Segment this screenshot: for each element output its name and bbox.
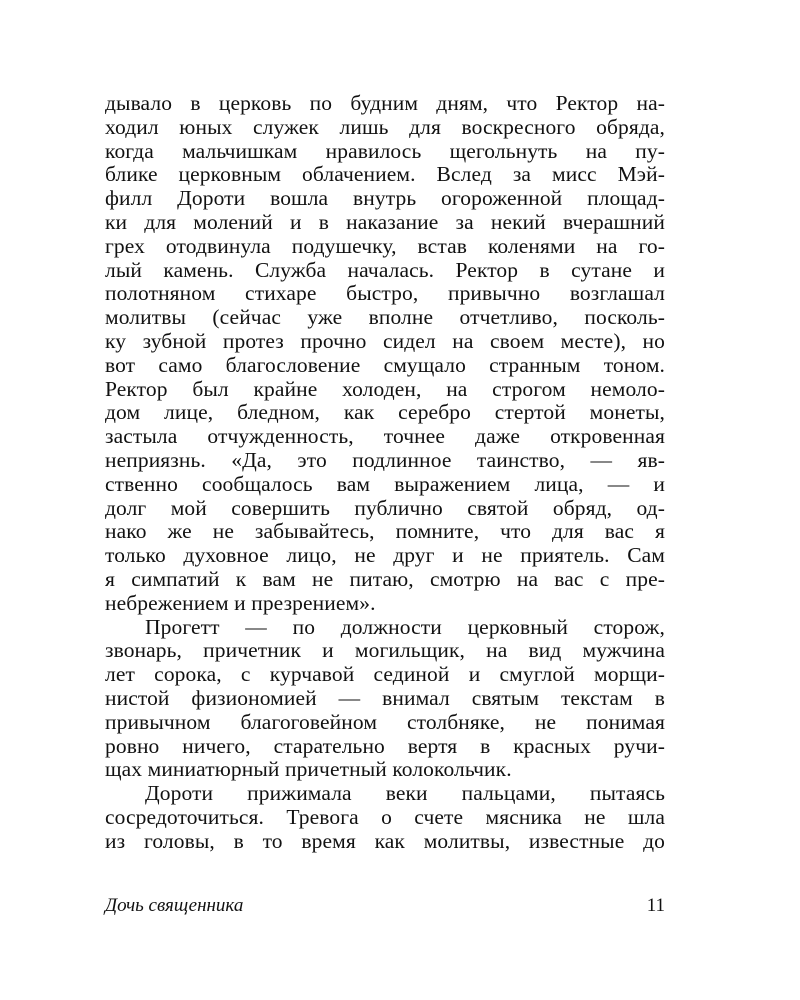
text-line: ку зубной протез прочно сидел на своем месте), но [105, 328, 665, 353]
text-line: Ректор был крайне холоден, на строгом немоло- [105, 376, 665, 401]
text-line: ходил юных служек лишь для воскресного обряда, [105, 114, 665, 139]
text-line: звонарь, причетник и могильщик, на вид мужчина [105, 638, 665, 663]
text-line: лый камень. Служба началась. Ректор в сутане и [105, 257, 665, 282]
text-line: я симпатий к вам не питаю, смотрю на вас с пре- [105, 566, 665, 591]
text-line: грех отодвинула подушечку, встав коленями на го- [105, 233, 665, 258]
text-line: сосредоточиться. Тревога о счете мясника не шла [105, 804, 665, 829]
paragraph-2 [105, 616, 665, 783]
text-line: молитвы (сейчас уже вполне отчетливо, посколь- [105, 305, 665, 330]
text-line: блике церковным облачением. Вслед за мисс Мэй- [105, 162, 665, 187]
text-line: нистой физиономией — внимал святым текстам в [105, 685, 665, 710]
text-line: Дороти прижимала веки пальцами, пытаясь [145, 781, 665, 806]
text-line: полотняном стихаре быстро, привычно возглашал [105, 281, 665, 306]
text-line: лет сорока, с курчавой сединой и смуглой морщи- [105, 662, 665, 687]
text-line: филл Дороти вошла внутрь огороженной площад- [105, 186, 665, 211]
text-line: только духовное лицо, не друг и не приятель. Сам [105, 543, 665, 568]
text-line: ровно ничего, старательно вертя в красных ручи- [105, 733, 665, 758]
paragraph-3 [105, 782, 665, 853]
text-line: когда мальчишкам нравилось щегольнуть на пу- [105, 138, 665, 163]
text-line: щах миниатюрный причетный колокольчик. [105, 757, 512, 782]
text-line: застыла отчужденность, точнее даже откровенная [105, 424, 665, 449]
text-line: нако же не забывайтесь, помните, что для вас я [105, 519, 665, 544]
page-footer [105, 893, 665, 919]
page-number: 11 [646, 895, 665, 916]
text-line: привычном благоговейном столбняке, не понимая [105, 709, 665, 734]
text-line: ственно сообщалось вам выражением лица, — и [105, 471, 665, 496]
paragraph-1 [105, 92, 665, 616]
text-line: вот само благословение смущало странным тоном. [105, 352, 665, 377]
text-line: дом лице, бледном, как серебро стертой монеты, [105, 400, 665, 425]
text-line: долг мой совершить публично святой обряд, од- [105, 495, 665, 520]
text-line: Прогетт — по должности церковный сторож, [145, 614, 665, 639]
text-line: из головы, в то время как молитвы, известные до [105, 828, 665, 853]
text-line: неприязнь. «Да, это подлинное таинство, — яв- [105, 447, 665, 472]
text-line: небрежением и презрением». [105, 590, 376, 615]
text-line: дывало в церковь по будним дням, что Ректор на- [105, 91, 665, 115]
text-line: ки для молений и в наказание за некий вчерашний [105, 209, 665, 234]
body-text [105, 92, 665, 854]
running-title: Дочь священника [105, 895, 244, 916]
